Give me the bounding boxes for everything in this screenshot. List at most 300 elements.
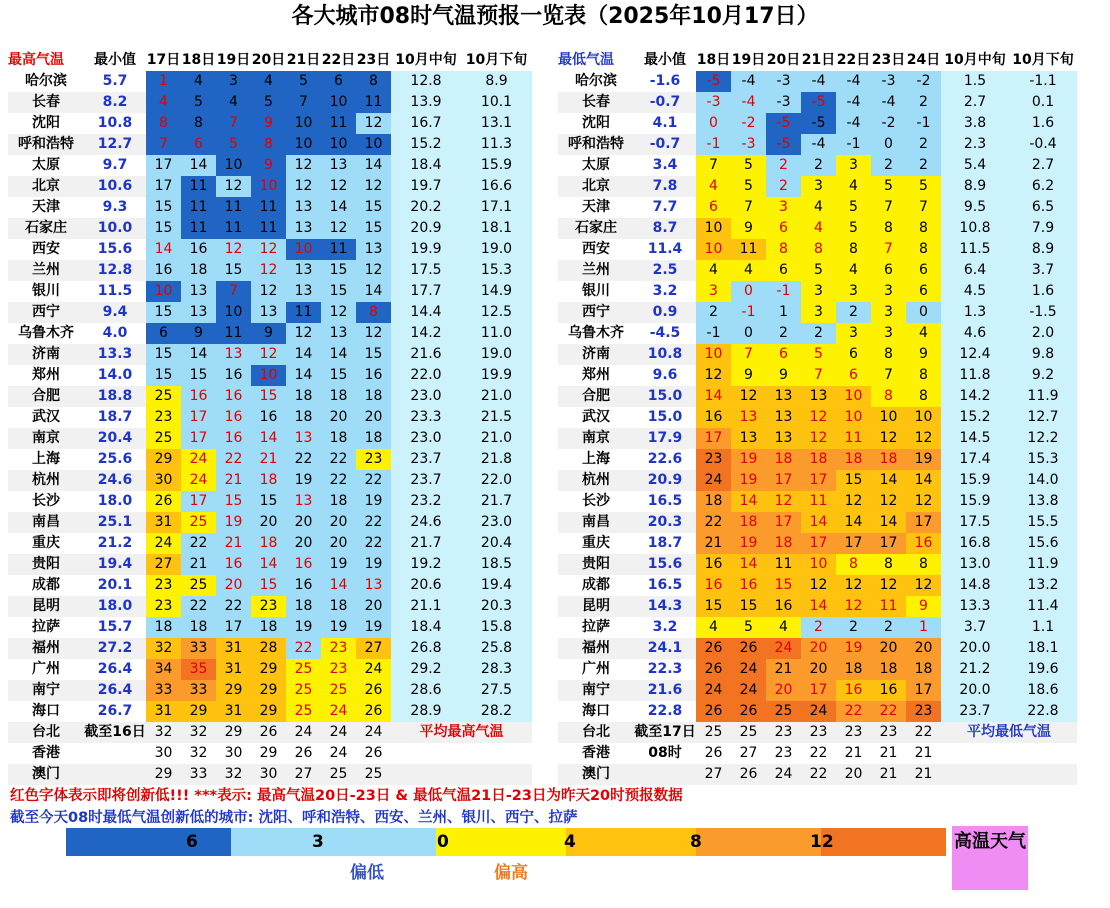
min-value: -4.5 — [649, 325, 681, 341]
temp-cell: 4 — [731, 260, 766, 281]
data-note — [634, 764, 696, 785]
temp-cell: 13 — [766, 386, 801, 407]
page-title: 各大城市08时气温预报一览表（2025年10月17日） — [291, 4, 819, 29]
temp-cell: 2 — [801, 617, 836, 638]
mid-october-avg: 1.3 — [941, 302, 1009, 323]
city-name: 南京 — [32, 430, 60, 446]
temp-cell: -5 — [696, 71, 731, 92]
temp-cell: 13 — [801, 386, 836, 407]
min-value: 13.3 — [97, 346, 133, 362]
min-value: 20.1 — [97, 577, 133, 593]
temp-cell: 11 — [181, 218, 216, 239]
temp-cell: 12 — [801, 575, 836, 596]
temp-cell: 10 — [251, 176, 286, 197]
min-value: 9.4 — [102, 304, 128, 320]
mid-october-avg: 19.2 — [391, 554, 461, 575]
mid-october-avg: 23.0 — [391, 386, 461, 407]
temp-cell: 24 — [181, 470, 216, 491]
temp-cell: 16 — [216, 554, 251, 575]
temp-cell: 15 — [146, 344, 181, 365]
late-october-avg: 11.3 — [461, 134, 532, 155]
temp-cell: 24 — [181, 449, 216, 470]
temp-cell: 10 — [251, 365, 286, 386]
temp-cell: 16 — [181, 239, 216, 260]
city-name: 重庆 — [32, 535, 60, 551]
table-row — [558, 365, 1077, 386]
mid-october-avg: 22.0 — [391, 365, 461, 386]
temp-cell: 7 — [731, 197, 766, 218]
temp-cell: 0 — [696, 113, 731, 134]
mid-october-avg: 14.8 — [941, 575, 1009, 596]
late-october-avg: 3.7 — [1009, 260, 1077, 281]
temp-cell: 21 — [216, 470, 251, 491]
table-row — [8, 218, 532, 239]
city-name: 乌鲁木齐 — [18, 325, 74, 341]
temp-cell: 3 — [801, 302, 836, 323]
min-value: 12.7 — [97, 136, 133, 152]
min-value: 18.7 — [97, 409, 133, 425]
mid-october-avg: 17.5 — [391, 260, 461, 281]
temp-cell: 9 — [251, 113, 286, 134]
min-value: 11.4 — [647, 241, 683, 257]
temp-cell: 17 — [906, 680, 941, 701]
mid-october-avg: 4.5 — [941, 281, 1009, 302]
table-row — [558, 449, 1077, 470]
city-name: 呼和浩特 — [18, 136, 74, 152]
temp-cell: 23 — [146, 596, 181, 617]
temp-cell: 10 — [801, 554, 836, 575]
city-name: 台北 — [582, 724, 610, 740]
table-row — [8, 134, 532, 155]
min-value: 24.1 — [647, 640, 683, 656]
temp-cell: 25 — [766, 701, 801, 722]
temp-cell: 13 — [731, 407, 766, 428]
min-value: 26.4 — [97, 661, 133, 677]
temp-cell: 12 — [356, 176, 391, 197]
temp-cell: -1 — [906, 113, 941, 134]
city-name: 南昌 — [582, 514, 610, 530]
temp-cell: 14 — [356, 281, 391, 302]
temp-cell: 22 — [836, 701, 871, 722]
temp-cell: 5 — [836, 218, 871, 239]
late-october-avg: 21.8 — [461, 449, 532, 470]
temp-cell: 16 — [286, 554, 321, 575]
temp-cell: 5 — [801, 260, 836, 281]
temp-cell: 31 — [216, 701, 251, 722]
temp-cell: 20 — [321, 407, 356, 428]
temp-cell: -4 — [836, 71, 871, 92]
city-name: 昆明 — [32, 598, 60, 614]
city-name: 合肥 — [32, 388, 60, 404]
late-october-avg: -0.4 — [1009, 134, 1077, 155]
late-october-avg: 6.5 — [1009, 197, 1077, 218]
city-name: 贵阳 — [32, 556, 60, 572]
table-row — [558, 176, 1077, 197]
min-value: 17.9 — [647, 430, 683, 446]
temp-cell: 25 — [286, 680, 321, 701]
data-note: 截至17日 — [634, 724, 696, 740]
late-october-avg: 9.8 — [1009, 344, 1077, 365]
mid-october-avg: 4.6 — [941, 323, 1009, 344]
temp-cell: 15 — [731, 596, 766, 617]
late-october-avg: 20.3 — [461, 596, 532, 617]
late-october-avg: 10.1 — [461, 92, 532, 113]
temp-cell: 10 — [906, 407, 941, 428]
temp-cell: 4 — [216, 92, 251, 113]
temp-cell: 8 — [871, 386, 906, 407]
temp-cell: 7 — [286, 92, 321, 113]
temp-cell: 3 — [801, 176, 836, 197]
late-october-avg: 12.5 — [461, 302, 532, 323]
late-october-avg: 27.5 — [461, 680, 532, 701]
temp-cell: 35 — [181, 659, 216, 680]
late-october-avg: 1.6 — [1009, 113, 1077, 134]
temp-cell: -1 — [696, 134, 731, 155]
min-value: 24.6 — [97, 472, 133, 488]
temp-cell: 5 — [871, 176, 906, 197]
column-header: 21日 — [801, 52, 836, 68]
temp-cell: 27 — [356, 638, 391, 659]
temp-cell: 14 — [321, 575, 356, 596]
temp-cell: 16 — [216, 428, 251, 449]
temp-cell: 21 — [766, 659, 801, 680]
temp-cell: 27 — [704, 766, 723, 782]
late-october-avg: 16.6 — [461, 176, 532, 197]
min-value: 20.3 — [647, 514, 683, 530]
mid-october-avg: 28.9 — [391, 701, 461, 722]
temp-cell: 2 — [766, 176, 801, 197]
temp-cell: 25 — [146, 386, 181, 407]
temp-cell: 19 — [731, 449, 766, 470]
city-name: 成都 — [582, 577, 610, 593]
temp-cell: 14 — [871, 512, 906, 533]
city-name: 南昌 — [32, 514, 60, 530]
table-row — [558, 428, 1077, 449]
temp-cell: 22 — [356, 512, 391, 533]
mid-october-avg: 2.7 — [941, 92, 1009, 113]
temp-cell: 26 — [696, 659, 731, 680]
temp-cell: 22 — [181, 596, 216, 617]
min-value: 3.2 — [652, 619, 678, 635]
temp-cell: 17 — [906, 512, 941, 533]
temp-cell: 29 — [224, 724, 243, 740]
table-row — [8, 617, 532, 638]
temp-cell: 3 — [871, 323, 906, 344]
temp-cell: 8 — [906, 386, 941, 407]
city-name: 长春 — [582, 94, 610, 110]
temp-cell: 31 — [146, 701, 181, 722]
mid-october-avg: 10.8 — [941, 218, 1009, 239]
temp-cell: -5 — [766, 134, 801, 155]
city-name: 合肥 — [582, 388, 610, 404]
temp-cell: 3 — [801, 281, 836, 302]
temp-cell: 16 — [836, 680, 871, 701]
temp-cell: 18 — [906, 659, 941, 680]
table-row — [558, 638, 1077, 659]
late-october-avg: 18.1 — [1009, 638, 1077, 659]
temp-cell: 31 — [146, 512, 181, 533]
temp-cell: 2 — [906, 134, 941, 155]
temp-cell: 29 — [251, 659, 286, 680]
temp-cell: 12 — [251, 281, 286, 302]
temp-cell: 5 — [286, 71, 321, 92]
temp-cell: 19 — [321, 617, 356, 638]
mid-october-avg: 15.2 — [941, 407, 1009, 428]
temp-cell: 24 — [731, 680, 766, 701]
temp-cell: 23 — [251, 596, 286, 617]
temp-cell: 25 — [329, 766, 348, 782]
temp-cell: 8 — [251, 134, 286, 155]
temp-cell: 23 — [844, 724, 863, 740]
temp-cell: 22 — [216, 596, 251, 617]
late-october-avg: 13.1 — [461, 113, 532, 134]
temp-cell: 17 — [696, 428, 731, 449]
column-header: 24日 — [906, 52, 941, 68]
temp-cell: 16 — [906, 533, 941, 554]
table-row — [8, 365, 532, 386]
temp-cell: 14 — [321, 344, 356, 365]
data-note — [84, 764, 146, 785]
column-header: 19日 — [731, 52, 766, 68]
temp-cell: 20 — [286, 533, 321, 554]
late-october-avg: 21.5 — [461, 407, 532, 428]
mid-october-avg: 23.7 — [391, 470, 461, 491]
city-name: 北京 — [582, 178, 610, 194]
late-october-avg: 13.8 — [1009, 491, 1077, 512]
temp-cell: 15 — [216, 260, 251, 281]
temp-cell: 4 — [836, 260, 871, 281]
min-value: 4.0 — [102, 325, 128, 341]
min-value: 14.0 — [97, 367, 133, 383]
temp-cell: 18 — [871, 449, 906, 470]
legend-light-blue — [231, 828, 436, 856]
table-row — [8, 659, 532, 680]
temp-cell: 14 — [286, 365, 321, 386]
temp-cell: 21 — [914, 766, 933, 782]
average-label — [941, 743, 1077, 764]
temp-cell: 20 — [356, 596, 391, 617]
temp-cell: 9 — [766, 365, 801, 386]
temp-cell: 18 — [286, 386, 321, 407]
data-note: 截至16日 — [84, 724, 146, 740]
temp-cell: 1 — [906, 617, 941, 638]
legend-dark-blue — [66, 828, 231, 856]
temp-cell: 20 — [766, 680, 801, 701]
mid-october-avg: 23.7 — [941, 701, 1009, 722]
temp-cell: 11 — [801, 491, 836, 512]
table-row — [558, 134, 1077, 155]
late-october-avg: 19.0 — [461, 239, 532, 260]
mid-october-avg: 20.0 — [941, 638, 1009, 659]
late-october-avg: 19.0 — [461, 344, 532, 365]
temp-cell: 20 — [871, 638, 906, 659]
mid-october-avg: 11.8 — [941, 365, 1009, 386]
min-value: 16.5 — [647, 577, 683, 593]
temp-cell: 22 — [809, 745, 828, 761]
temp-cell: 11 — [251, 218, 286, 239]
table-row — [558, 92, 1077, 113]
column-header: 最小值 — [94, 52, 136, 68]
temp-cell: 18 — [181, 260, 216, 281]
temp-cell: 12 — [286, 323, 321, 344]
temp-cell: 6 — [766, 260, 801, 281]
city-name: 济南 — [32, 346, 60, 362]
temp-cell: 22 — [286, 449, 321, 470]
temp-cell: 13 — [321, 323, 356, 344]
temp-cell: 26 — [696, 701, 731, 722]
temp-cell: 17 — [181, 491, 216, 512]
average-label — [941, 764, 1077, 785]
temp-cell: 17 — [216, 617, 251, 638]
temp-cell: 5 — [731, 617, 766, 638]
temp-cell: 20 — [801, 638, 836, 659]
temp-cell: 20 — [801, 659, 836, 680]
table-row — [558, 197, 1077, 218]
temp-cell: -1 — [836, 134, 871, 155]
temp-cell: 15 — [146, 197, 181, 218]
average-label — [391, 743, 532, 764]
temp-cell: 17 — [181, 407, 216, 428]
temp-cell: 31 — [216, 659, 251, 680]
min-value: 8.7 — [652, 220, 678, 236]
temp-cell: 12 — [321, 302, 356, 323]
temp-cell: -1 — [696, 323, 731, 344]
temp-cell: 11 — [766, 554, 801, 575]
temp-cell: 12 — [321, 218, 356, 239]
table-row — [558, 722, 1077, 743]
temp-cell: 7 — [216, 281, 251, 302]
city-name: 石家庄 — [575, 220, 617, 236]
temp-cell: -4 — [731, 71, 766, 92]
mid-october-avg: 20.6 — [391, 575, 461, 596]
mid-october-avg: 23.0 — [391, 428, 461, 449]
temp-cell: 30 — [224, 745, 243, 761]
temp-cell: 15 — [146, 302, 181, 323]
legend-deep-orange — [821, 828, 946, 856]
temp-cell: 24 — [696, 680, 731, 701]
temp-cell: 4 — [146, 92, 181, 113]
temp-cell: 11 — [216, 197, 251, 218]
temp-cell: 1 — [146, 71, 181, 92]
table-row — [8, 743, 532, 764]
temp-cell: 22 — [321, 449, 356, 470]
late-october-avg: 6.2 — [1009, 176, 1077, 197]
temp-cell: 2 — [801, 155, 836, 176]
table-row — [558, 596, 1077, 617]
data-note — [84, 743, 146, 764]
min-value: 15.0 — [647, 388, 683, 404]
max-temp-table — [8, 50, 532, 785]
temp-cell: -4 — [836, 92, 871, 113]
temp-cell: 27 — [146, 554, 181, 575]
temp-cell: 6 — [696, 197, 731, 218]
min-value: 5.7 — [102, 73, 128, 89]
temp-cell: 3 — [871, 302, 906, 323]
mid-october-avg: 28.6 — [391, 680, 461, 701]
temp-cell: 12 — [836, 596, 871, 617]
min-value: 20.9 — [647, 472, 683, 488]
city-name: 昆明 — [582, 598, 610, 614]
temp-cell: -4 — [731, 92, 766, 113]
late-october-avg: 0.1 — [1009, 92, 1077, 113]
legend-gold — [566, 828, 696, 856]
table-row — [8, 491, 532, 512]
city-name: 香港 — [32, 745, 60, 761]
table-row — [8, 680, 532, 701]
table-row — [558, 323, 1077, 344]
mid-october-avg: 14.2 — [391, 323, 461, 344]
temp-cell: 26 — [731, 701, 766, 722]
city-name: 西安 — [582, 241, 610, 257]
temp-cell: 29 — [259, 745, 278, 761]
column-header: 10月中旬 — [395, 52, 457, 68]
temp-cell: 14 — [286, 344, 321, 365]
legend-tick: 3 — [312, 832, 324, 852]
temp-cell: 11 — [321, 113, 356, 134]
temp-cell: 14 — [181, 344, 216, 365]
temp-cell: 15 — [766, 575, 801, 596]
temp-cell: 13 — [286, 491, 321, 512]
temp-cell: 33 — [181, 680, 216, 701]
city-name: 沈阳 — [32, 115, 60, 131]
temp-cell: 13 — [181, 302, 216, 323]
temp-cell: 17 — [801, 533, 836, 554]
temp-cell: 26 — [259, 724, 278, 740]
column-header: 10月下旬 — [1012, 52, 1074, 68]
city-name: 上海 — [32, 451, 60, 467]
temp-cell: 16 — [696, 575, 731, 596]
temp-cell: 12 — [906, 428, 941, 449]
table-row — [8, 701, 532, 722]
temp-cell: 15 — [321, 365, 356, 386]
temp-cell: 14 — [801, 512, 836, 533]
average-label — [391, 764, 532, 785]
temp-cell: 24 — [731, 659, 766, 680]
temp-cell: 21 — [216, 533, 251, 554]
city-name: 北京 — [32, 178, 60, 194]
min-value: 21.2 — [97, 535, 133, 551]
temp-cell: 25 — [146, 428, 181, 449]
temp-cell: -3 — [696, 92, 731, 113]
temp-cell: 14 — [321, 197, 356, 218]
city-name: 太原 — [32, 157, 60, 173]
table-row — [558, 260, 1077, 281]
column-header: 22日 — [836, 52, 871, 68]
late-october-avg: 21.0 — [461, 428, 532, 449]
temp-cell: 10 — [146, 281, 181, 302]
city-name: 武汉 — [32, 409, 60, 425]
temp-cell: 24 — [364, 724, 383, 740]
city-name: 长春 — [32, 94, 60, 110]
temp-cell: 19 — [286, 617, 321, 638]
table-row — [8, 722, 532, 743]
mid-october-avg: 15.2 — [391, 134, 461, 155]
temp-cell: 18 — [251, 617, 286, 638]
late-october-avg: 13.2 — [1009, 575, 1077, 596]
mid-october-avg: 21.6 — [391, 344, 461, 365]
mid-october-avg: 23.3 — [391, 407, 461, 428]
city-name: 西安 — [32, 241, 60, 257]
min-value: 9.6 — [652, 367, 678, 383]
temp-cell: 13 — [286, 281, 321, 302]
temp-cell: 24 — [321, 701, 356, 722]
temp-cell: 8 — [836, 554, 871, 575]
late-october-avg: 22.0 — [461, 470, 532, 491]
temp-cell: 15 — [251, 575, 286, 596]
mid-october-avg: 14.4 — [391, 302, 461, 323]
temp-cell: 23 — [774, 745, 793, 761]
table-row — [558, 512, 1077, 533]
